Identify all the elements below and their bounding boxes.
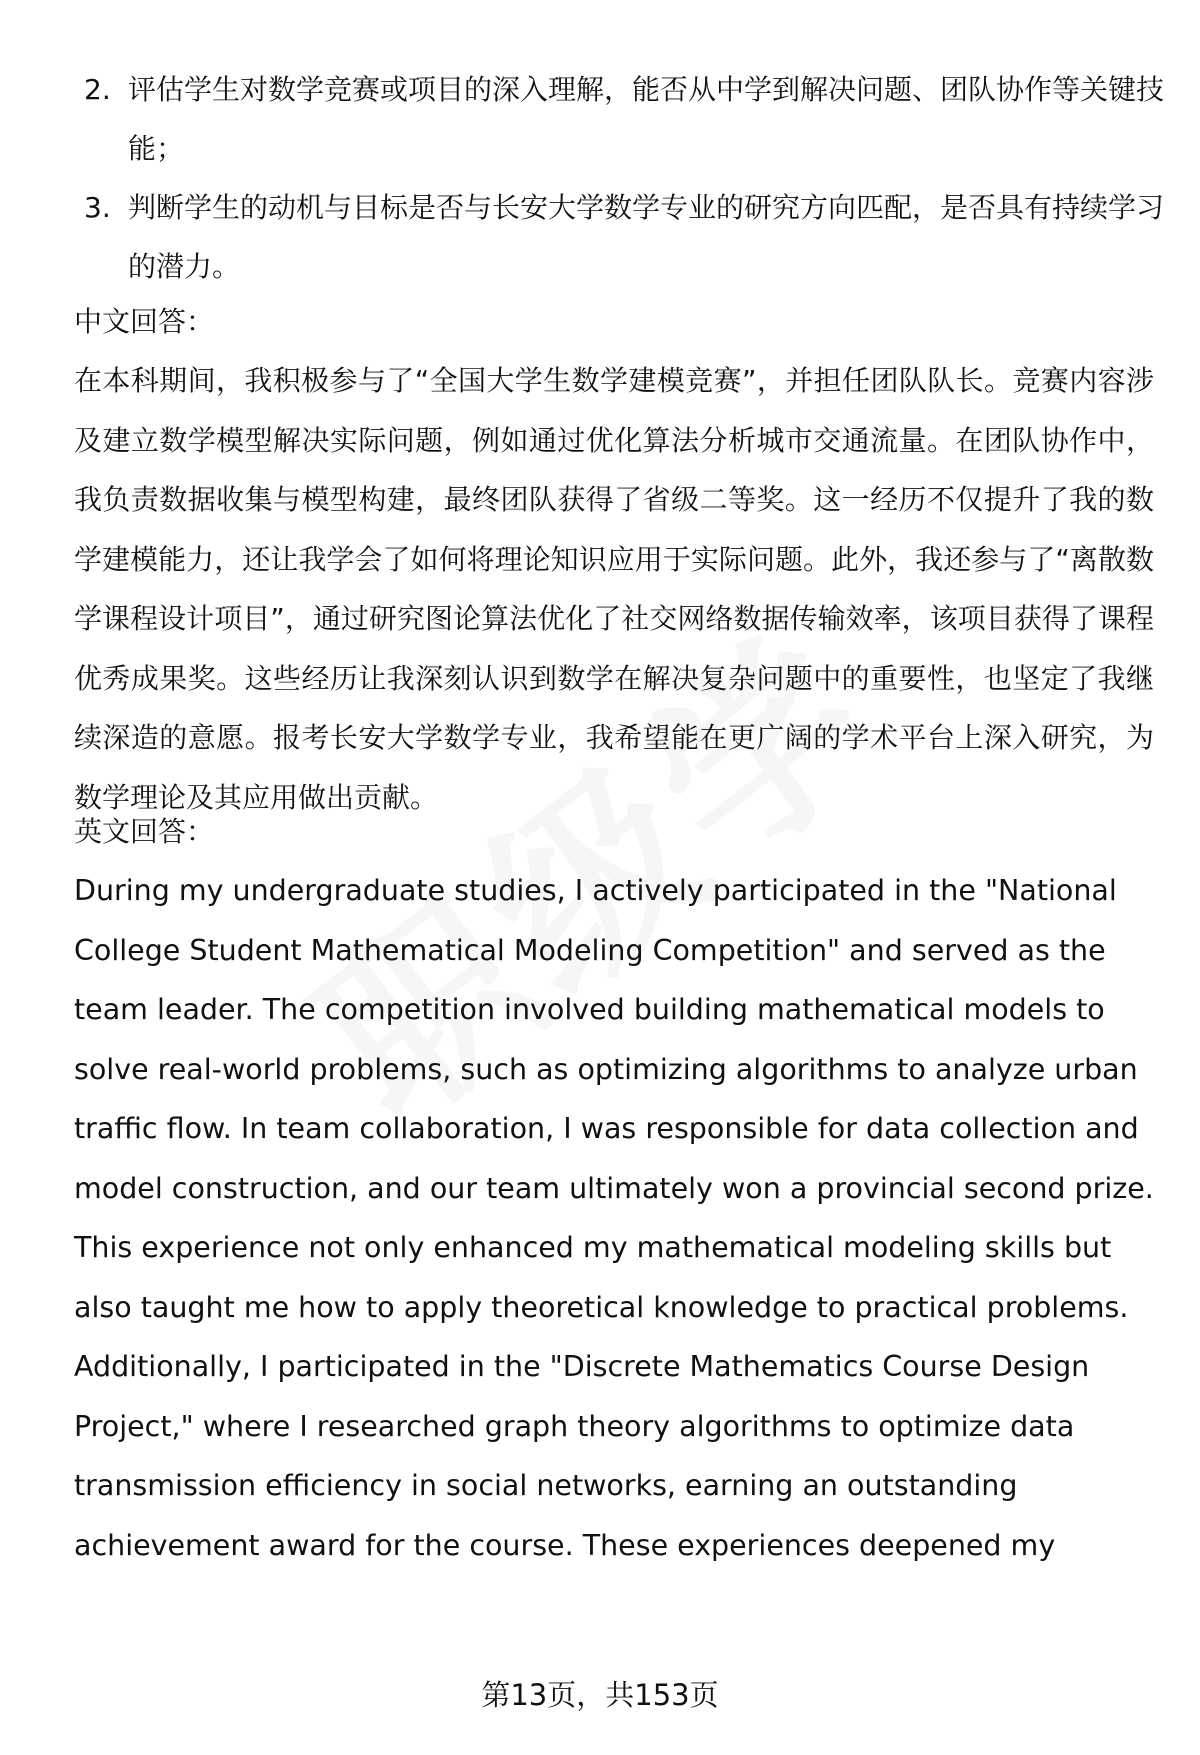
english-answer-section	[74, 802, 1154, 1575]
page-number: 第13页，共153页	[481, 1678, 719, 1712]
list-item-number: 3.	[84, 191, 111, 224]
list-item-number: 2.	[84, 73, 111, 106]
english-answer-label: 英文回答：	[74, 815, 215, 848]
numbered-list	[84, 60, 1164, 296]
list-item	[84, 178, 1164, 296]
list-item-text: 判断学生的动机与目标是否与长安大学数学专业的研究方向匹配，是否具有持续学习的潜力。	[128, 191, 1165, 283]
english-answer-body: During my undergraduate studies, I actively participated in the "National College Student Mathematical Modeling Competition" and served as the team leader. The competition involved building mathematical models to solve real-world problems, such as optimizing algorithms to analyze urban traffic flow. In team collaboration, I was responsible for data collection and model construction, and our team ultimately won a provincial second prize. This experience not only enhanced my mathematical modeling skills but also taught me how to apply theoretical knowledge to practical problems. Additionally, I participated in the "Discrete Mathematics Course Design Project," where I researched graph theory algorithms to optimize data transmission efficiency in social networks, earning an outstanding achievement award for the course. These experiences deepened my	[74, 874, 1154, 1562]
chinese-answer-body: 在本科期间，我积极参与了“全国大学生数学建模竞赛”，并担任团队队长。竞赛内容涉及建立数学模型解决实际问题，例如通过优化算法分析城市交通流量。在团队协作中，我负责数据收集与模型构建，最终团队获得了省级二等奖。这一经历不仅提升了我的数学建模能力，还让我学会了如何将理论知识应用于实际问题。此外，我还参与了“离散数学课程设计项目”，通过研究图论算法优化了社交网络数据传输效率，该项目获得了课程优秀成果奖。这些经历让我深刻认识到数学在解决复杂问题中的重要性，也坚定了我继续深造的意愿。报考长安大学数学专业，我希望能在更广阔的学术平台上深入研究，为数学理论及其应用做出贡献。	[74, 364, 1154, 814]
chinese-answer-section	[74, 292, 1154, 827]
chinese-answer-label: 中文回答：	[74, 305, 215, 338]
list-item-text: 评估学生对数学竞赛或项目的深入理解，能否从中学到解决问题、团队协作等关键技能；	[128, 73, 1165, 165]
list-item	[84, 60, 1164, 178]
